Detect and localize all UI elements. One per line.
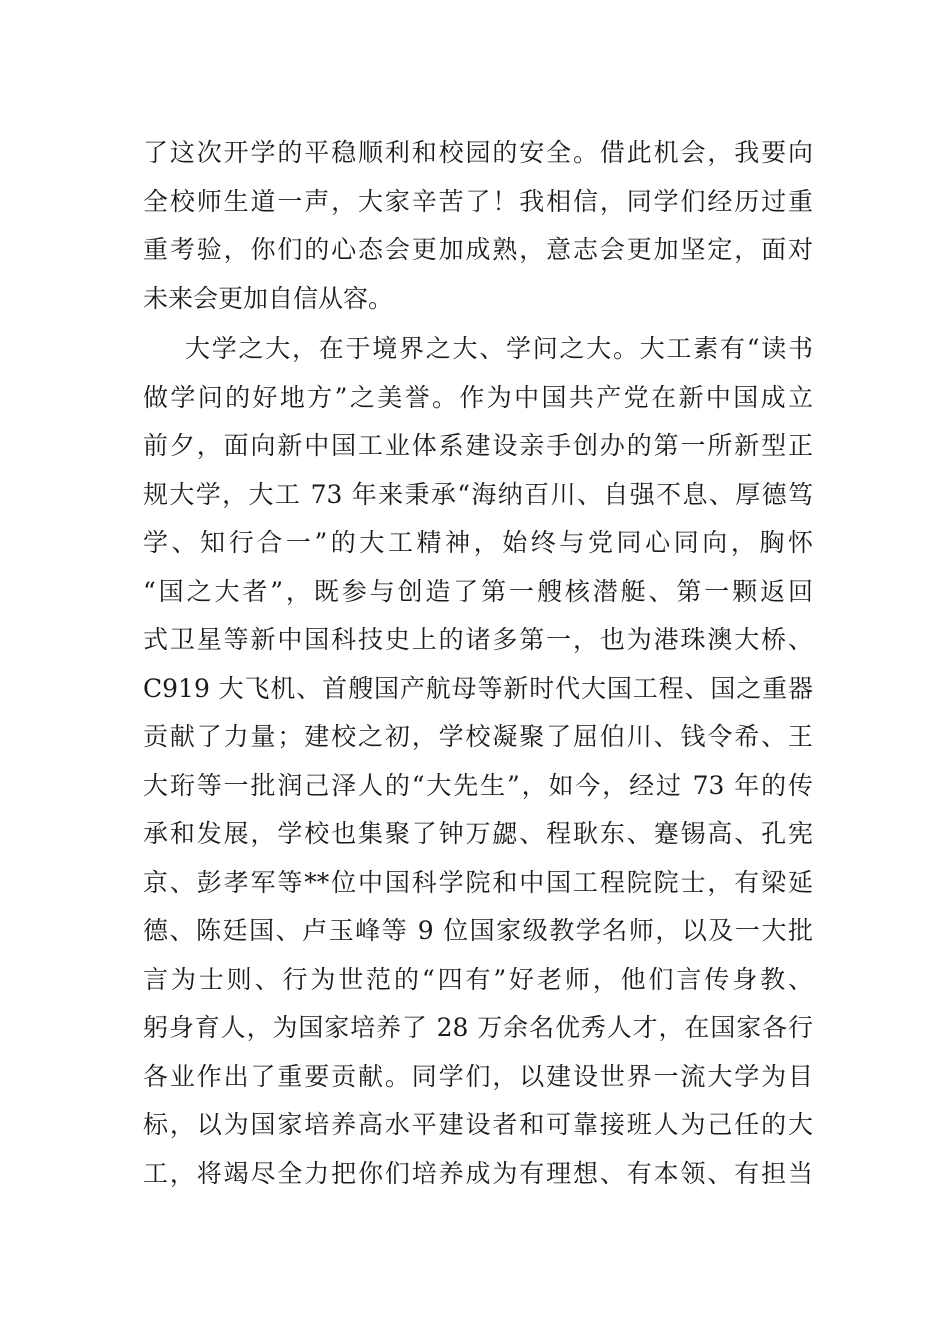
body-text [143, 129, 813, 1198]
text-line: 全校师生道一声，大家辛苦了！我相信，同学们经历过重 [143, 186, 813, 216]
text-line: 大学之大，在于境界之大、学问之大。大工素有“读书 [185, 334, 813, 363]
text-line: C919 大飞机、首艘国产航母等新时代大国工程、国之重器 [143, 673, 813, 703]
paragraph-1 [143, 129, 813, 323]
text-line: 规大学，大工 73 年来秉承“海纳百川、自强不息、厚德笃 [143, 479, 813, 509]
text-line: 式卫星等新中国科技史上的诸多第一，也为港珠澳大桥、 [143, 625, 813, 654]
text-line: 学、知行合一”的大工精神，始终与党同心同向，胸怀 [143, 528, 813, 557]
text-line: “国之大者”，既参与创造了第一艘核潜艇、第一颗返回 [143, 576, 813, 606]
text-line: 京、彭孝军等**位中国科学院和中国工程院院士，有梁延 [143, 867, 813, 897]
text-line: 工，将竭尽全力把你们培养成为有理想、有本领、有担当 [143, 1158, 813, 1188]
text-line: 各业作出了重要贡献。同学们，以建设世界一流大学为目 [143, 1061, 813, 1091]
text-line: 重考验，你们的心态会更加成熟，意志会更加坚定，面对 [143, 235, 813, 264]
text-line: 德、陈廷国、卢玉峰等 9 位国家级教学名师，以及一大批 [143, 916, 813, 945]
text-line: 做学问的好地方”之美誉。作为中国共产党在新中国成立 [143, 382, 813, 412]
text-line: 前夕，面向新中国工业体系建设亲手创办的第一所新型正 [143, 431, 813, 460]
text-line: 大珩等一批润己泽人的“大先生”，如今，经过 73 年的传 [143, 770, 813, 800]
text-line: 言为士则、行为世范的“四有”好老师，他们言传身教、 [143, 964, 813, 994]
paragraph-2 [143, 325, 813, 1198]
text-line: 躬身育人，为国家培养了 28 万余名优秀人才，在国家各行 [143, 1013, 813, 1042]
text-line: 承和发展，学校也集聚了钟万勰、程耿东、蹇锡高、孔宪 [143, 819, 813, 848]
text-line: 贡献了力量；建校之初，学校凝聚了屈伯川、钱令希、王 [143, 722, 813, 751]
text-line: 标，以为国家培养高水平建设者和可靠接班人为己任的大 [143, 1110, 813, 1139]
text-line: 了这次开学的平稳顺利和校园的安全。借此机会，我要向 [143, 138, 813, 167]
text-line: 未来会更加自信从容。 [143, 283, 394, 313]
